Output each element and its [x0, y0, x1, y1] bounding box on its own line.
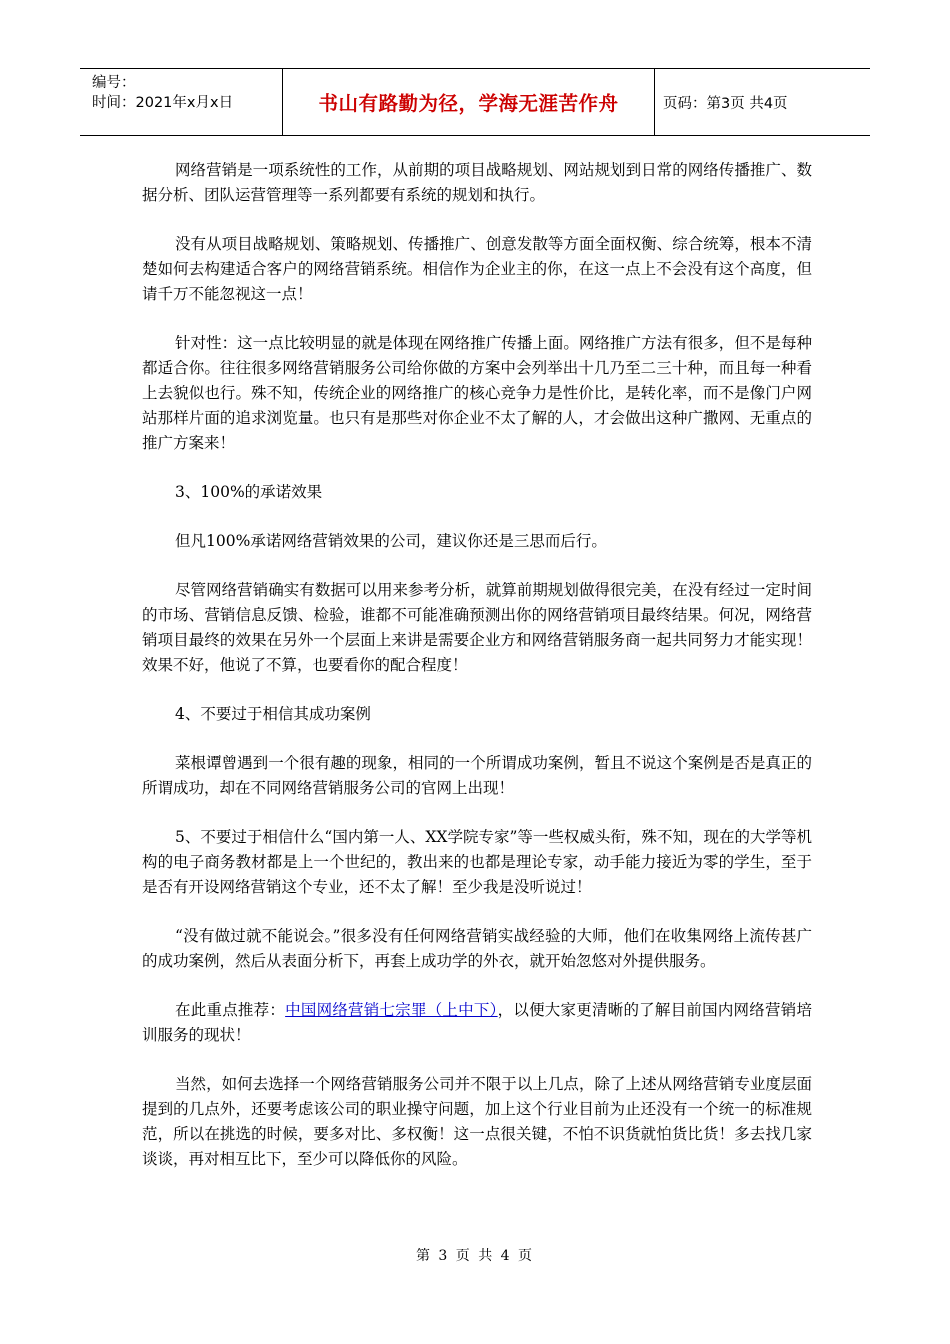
recommend-link[interactable]: 中国网络营销七宗罪（上中下）: [285, 1001, 498, 1019]
paragraph-1: 网络营销是一项系统性的工作，从前期的项目战略规划、网站规划到日常的网络传播推广、数据分析、团队运营管理等一系列都要有系统的规划和执行。: [142, 161, 812, 204]
paragraph-recommend: [142, 998, 812, 1048]
date-label: 时间：2021年x月x日: [92, 95, 234, 111]
paragraph-7: 5、不要过于相信什么“国内第一人、XX学院专家”等一些权威头衔，殊不知，现在的大学等机构的电子商务教材都是上一个世纪的，教出来的也都是理论专家，动手能力接近为零的学生，至于是否有开设网络营销这个专业，还不太了解！至少我是没听说过！: [142, 828, 812, 896]
paragraph-8: “没有做过就不能说会。”很多没有任何网络营销实战经验的大师，他们在收集网络上流传甚广的成功案例，然后从表面分析下，再套上成功学的外衣，就开始忽悠对外提供服务。: [142, 927, 812, 970]
header-meta: [80, 69, 282, 135]
paragraph-2: 没有从项目战略规划、策略规划、传播推广、创意发散等方面全面权衡、综合统筹，根本不清楚如何去构建适合客户的网络营销系统。相信作为企业主的你，在这一点上不会没有这个高度，但请千万不能忽视这一点！: [142, 235, 812, 303]
page-footer: 第 3 页 共 4 页: [415, 1248, 535, 1264]
paragraph-6: 菜根谭曾遇到一个很有趣的现象，相同的一个所谓成功案例，暂且不说这个案例是否是真正的所谓成功，却在不同网络营销服务公司的官网上出现！: [142, 754, 812, 797]
document-header: [80, 68, 870, 136]
paragraph-3: 针对性：这一点比较明显的就是体现在网络推广传播上面。网络推广方法有很多，但不是每种都适合你。往往很多网络营销服务公司给你做的方案中会列举出十几乃至二三十种，而且每一种看上去貌似也行。殊不知，传统企业的网络推广的核心竞争力是性价比，是转化率，而不是像门户网站那样片面的追求浏览量。也只有是那些对你企业不太了解的人，才会做出这种广撒网、无重点的推广方案来！: [142, 334, 812, 452]
recommend-suffix: ，以便大家更清晰的了解目前国内网络营销培训服务的现状！: [142, 1001, 812, 1044]
section-heading-3: 3、100%的承诺效果: [175, 483, 323, 501]
paragraph-4: 但凡100%承诺网络营销效果的公司，建议你还是三思而后行。: [175, 532, 607, 550]
section-heading-4: 4、不要过于相信其成功案例: [175, 705, 371, 723]
number-label: 编号：: [92, 75, 136, 91]
document-body: [142, 158, 812, 1196]
paragraph-9: 当然，如何去选择一个网络营销服务公司并不限于以上几点，除了上述从网络营销专业度层面提到的几点外，还要考虑该公司的职业操守问题，加上这个行业目前为止还没有一个统一的标准规范，所以在挑选的时候，要多对比、多权衡！这一点很关键，不怕不识货就怕货比货！多去找几家谈谈，再对相互比下，至少可以降低你的风险。: [142, 1075, 812, 1168]
header-page-info: 页码：第3页 共4页: [663, 95, 788, 112]
paragraph-5: 尽管网络营销确实有数据可以用来参考分析，就算前期规划做得很完美，在没有经过一定时间的市场、营销信息反馈、检验，谁都不可能准确预测出你的网络营销项目最终结果。何况，网络营销项目最终的效果在另外一个层面上来讲是需要企业方和网络营销服务商一起共同努力才能实现！效果不好，他说了不算，也要看你的配合程度！: [142, 581, 812, 674]
header-motto: 书山有路勤为径，学海无涯苦作舟: [282, 69, 655, 135]
recommend-prefix: 在此重点推荐：: [175, 1001, 286, 1019]
